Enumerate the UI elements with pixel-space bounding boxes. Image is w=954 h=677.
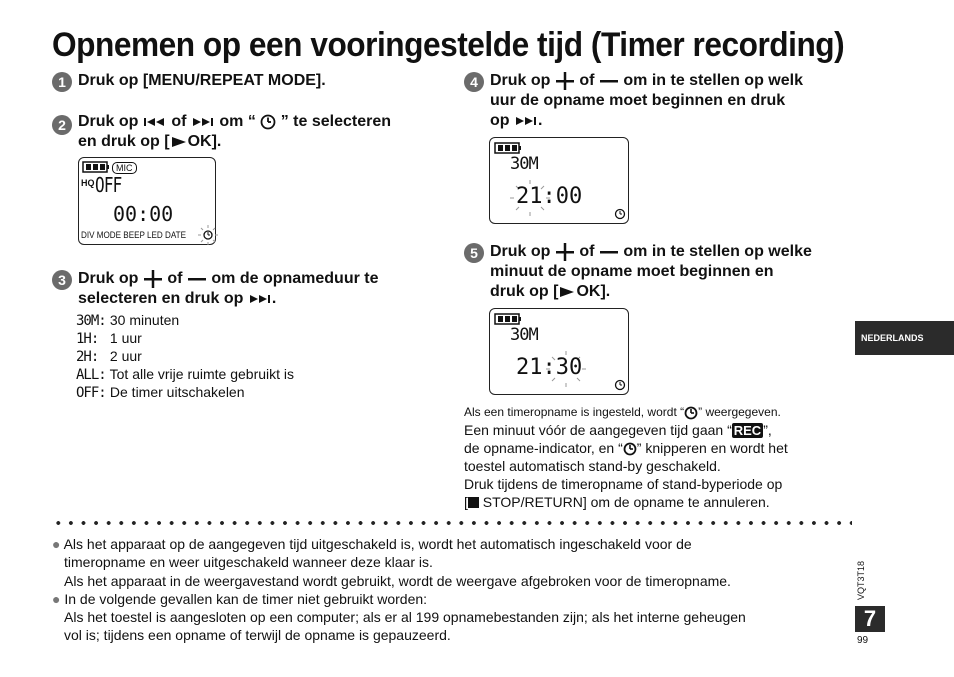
play-icon	[558, 286, 576, 298]
step-4-number: 4	[464, 72, 484, 92]
note-text: [	[464, 494, 468, 510]
note-text: ” weergegeven.	[698, 405, 781, 419]
step-5-line-1	[490, 242, 812, 262]
note-text: de opname-indicator, en “	[464, 440, 623, 456]
play-icon	[170, 136, 188, 148]
bullet-1-line-2: timeropname en weer uitgeschakeld wanneer deze klaar is.	[64, 554, 433, 570]
note-text: ”,	[763, 422, 772, 438]
timer-clock-icon	[260, 114, 276, 130]
step-3-number: 3	[52, 270, 72, 290]
step-5-text-a: Druk op	[490, 243, 551, 261]
skip-forward-icon	[514, 116, 538, 126]
step-4-text-a: Druk op	[490, 72, 551, 90]
step-4-text-f: .	[538, 112, 543, 129]
language-tab: NEDERLANDS	[855, 321, 954, 355]
bullet-2-line-2: Als het toestel is aangesloten op een computer; als er al 199 opnamebestanden zijn; als het interne geheugen	[64, 609, 746, 625]
skip-forward-icon	[191, 117, 215, 127]
step-2-text-a: Druk op	[78, 113, 139, 130]
step-4-text-e: op	[490, 112, 510, 129]
bullet-text: In de volgende gevallen kan de timer niet gebruikt worden:	[64, 591, 428, 607]
option-code: ALL:	[76, 367, 106, 383]
note-line-6	[464, 493, 770, 511]
step-4-line-3	[490, 111, 542, 131]
step-5-text-b: of	[579, 243, 595, 261]
battery-icon	[494, 313, 522, 325]
step-3-text-c: om de opnameduur te	[211, 270, 379, 288]
hq-indicator: HQ	[81, 178, 95, 188]
step-3-line-2	[78, 289, 276, 309]
bullet-2-line-1	[52, 590, 427, 608]
step-2-line-2	[78, 132, 221, 152]
step-5-line-3	[490, 282, 610, 302]
battery-icon	[82, 161, 110, 173]
minus-icon	[599, 71, 619, 91]
timer-clock-icon	[623, 442, 637, 456]
lcd-status-text: OFF	[95, 173, 122, 197]
note-text: Als een timeropname is ingesteld, wordt “	[464, 405, 685, 419]
lcd-display-minute	[489, 308, 629, 395]
option-code: 1H:	[76, 331, 99, 347]
timer-clock-icon	[614, 208, 626, 220]
plus-icon	[555, 71, 575, 91]
bullet-dot-icon: ●	[52, 591, 61, 607]
step-2-text-c: om “	[219, 113, 256, 130]
step-3-text-b: of	[167, 270, 183, 288]
option-off	[76, 384, 245, 401]
option-label: De timer uitschakelen	[109, 384, 245, 400]
step-5-text-c: om in te stellen op welke	[623, 243, 812, 261]
bullet-dot-icon: ●	[52, 536, 61, 552]
bullet-1-line-3: Als het apparaat in de weergavestand wordt gebruikt, wordt de weergave afgebroken voor de timeropname.	[64, 573, 731, 589]
step-2-text-d: ” te selecteren	[280, 113, 392, 130]
note-line-1	[464, 403, 781, 421]
skip-back-icon	[143, 117, 167, 127]
blinking-timer-icon	[197, 224, 219, 246]
plus-icon	[555, 242, 575, 262]
step-2-text-e: en druk op [	[78, 133, 170, 150]
bullet-2-line-3: vol is; tijdens een opname of terwijl de opname is gepauzeerd.	[64, 627, 451, 643]
note-line-3	[464, 439, 788, 457]
step-1-text: Druk op [MENU/REPEAT MODE].	[78, 72, 326, 89]
skip-forward-icon	[248, 294, 272, 304]
step-2-line-1	[78, 112, 391, 132]
bullet-1-line-1	[52, 535, 692, 553]
step-5-text-e: druk op [	[490, 283, 559, 300]
step-4-text-c: om in te stellen op welk	[623, 72, 803, 90]
lcd-display-menu	[78, 157, 216, 245]
step-3-text-e: .	[271, 290, 277, 307]
option-code: 2H:	[76, 349, 99, 365]
note-text: ” knipperen en wordt het	[636, 440, 788, 456]
timer-clock-icon	[614, 379, 626, 391]
dotted-divider	[52, 520, 852, 526]
step-4-line-1	[490, 71, 803, 91]
step-2-text-b: of	[171, 113, 187, 130]
note-line-2	[464, 421, 772, 440]
step-4-line-2: uur de opname moet beginnen en druk	[490, 92, 786, 109]
timer-clock-icon	[684, 406, 698, 420]
step-4-text-b: of	[579, 72, 595, 90]
option-all	[76, 366, 294, 383]
bullet-text: Als het apparaat op de aangegeven tijd uitgeschakeld is, wordt het automatisch ingeschakeld voor de	[63, 536, 692, 552]
step-2-number: 2	[52, 115, 72, 135]
note-line-5: Druk tijdens de timeropname of stand-byperiode op	[464, 476, 783, 492]
stop-icon	[468, 497, 479, 508]
step-2-text-f: OK].	[187, 133, 222, 150]
step-1-number: 1	[52, 72, 72, 92]
option-code: 30M:	[76, 313, 106, 329]
model-code: VQT3T18	[856, 560, 866, 600]
step-5-text-f: OK].	[576, 283, 611, 300]
step-5-number: 5	[464, 243, 484, 263]
minus-icon	[187, 269, 207, 289]
lcd-time-text: 21:00	[516, 184, 583, 209]
minus-icon	[599, 242, 619, 262]
lcd-duration-text: 30M	[510, 154, 538, 174]
option-code: OFF:	[76, 385, 106, 401]
step-5-line-2: minuut de opname moet beginnen en	[490, 263, 774, 280]
lcd-time-text: 00:00	[113, 202, 174, 226]
rec-indicator: REC	[733, 423, 762, 438]
page-title: Opnemen op een vooringestelde tijd (Timer recording)	[52, 26, 845, 64]
option-30m	[76, 312, 179, 329]
step-3-line-1	[78, 269, 379, 289]
step-3-text-a: Druk op	[78, 270, 139, 288]
option-label: 1 uur	[109, 330, 142, 346]
page-number: 7	[855, 606, 885, 632]
mic-indicator: MIC	[112, 162, 137, 174]
note-text: STOP/RETURN] om de opname te annuleren.	[478, 494, 770, 510]
lcd-menu-row: DIV MODE BEEP LED DATE	[81, 230, 187, 240]
step-3-text-d: selecteren en druk op	[78, 290, 244, 307]
note-line-4: toestel automatisch stand-by geschakeld.	[464, 458, 721, 474]
note-text: Een minuut vóór de aangegeven tijd gaan “	[464, 422, 732, 438]
plus-icon	[143, 269, 163, 289]
sub-page-number: 99	[857, 635, 869, 646]
lcd-display-hour	[489, 137, 629, 224]
battery-icon	[494, 142, 522, 154]
option-label: Tot alle vrije ruimte gebruikt is	[109, 366, 295, 382]
lcd-duration-text: 30M	[510, 325, 538, 345]
option-label: 30 minuten	[109, 312, 180, 328]
option-2h	[76, 348, 142, 365]
lcd-time-text: 21:30	[516, 355, 583, 380]
option-1h	[76, 330, 142, 347]
option-label: 2 uur	[109, 348, 142, 364]
